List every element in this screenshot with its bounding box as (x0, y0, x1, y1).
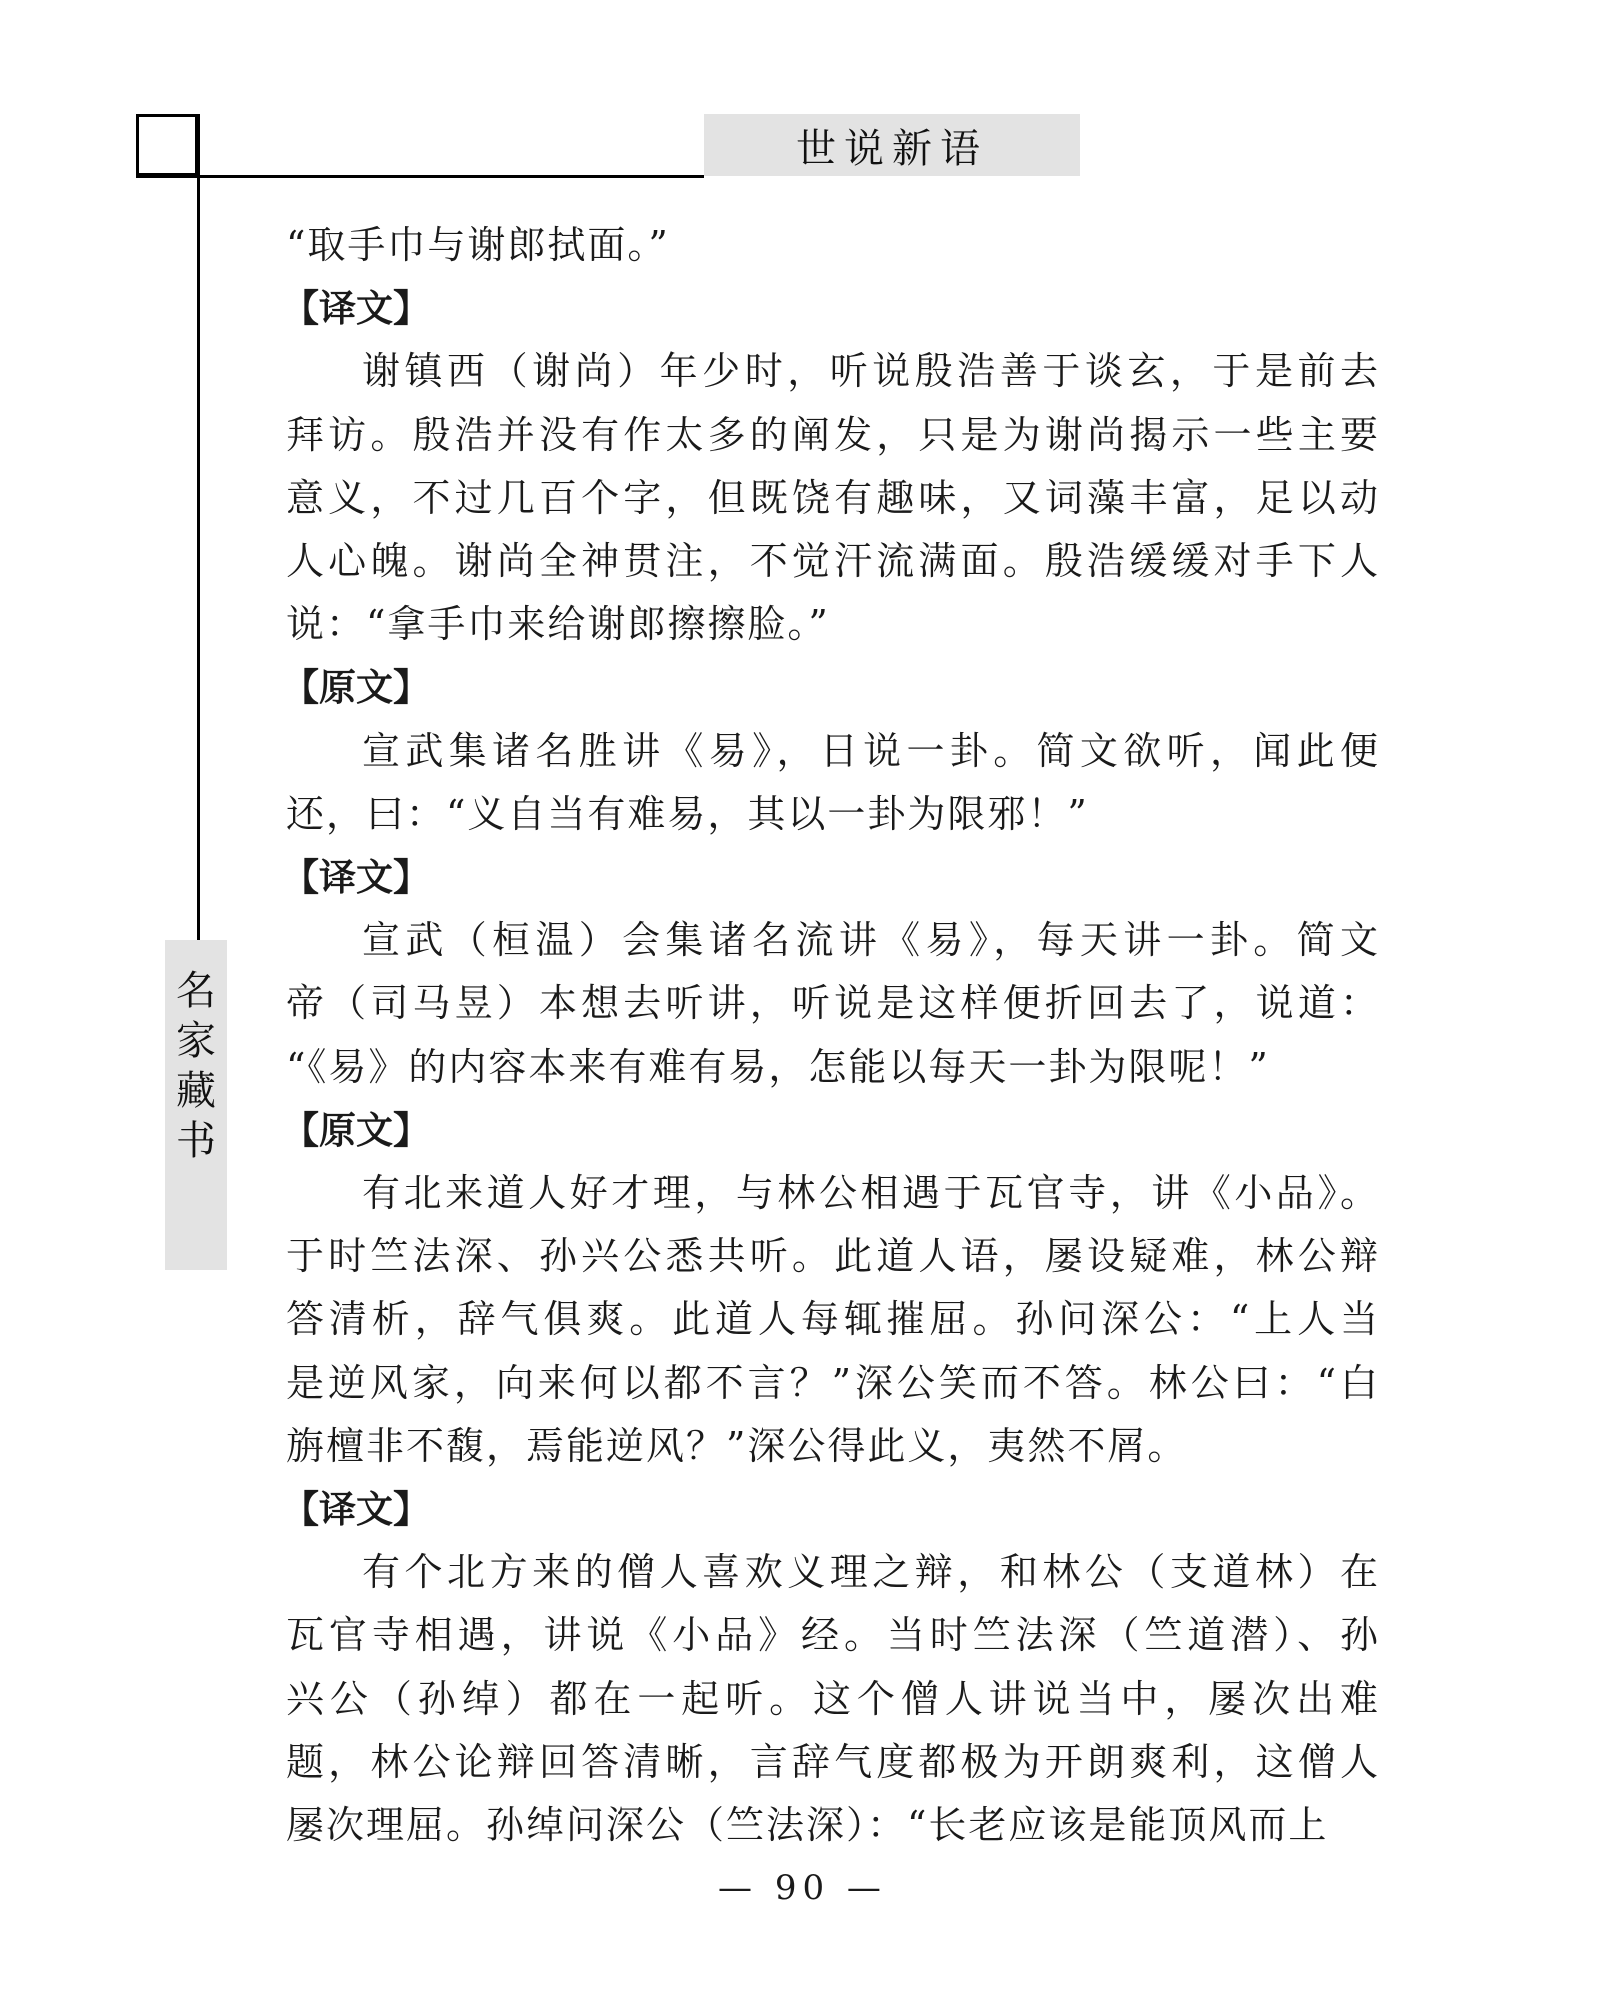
page-number: — 90 — (718, 1868, 887, 1908)
text-line: 还，曰：“义自当有难易，其以一卦为限邪！” (286, 791, 1089, 836)
section-heading: 【译文】 (282, 287, 430, 331)
text-line: 答清析，辞气俱爽。此道人每辄摧屈。孙问深公：“上人当 (286, 1297, 1380, 1342)
series-tab (165, 940, 227, 1270)
text-line: 人心魄。谢尚全神贯注，不觉汗流满面。殷浩缓缓对手下人 (286, 539, 1380, 584)
text-line: 有个北方来的僧人喜欢义理之辩，和林公（支道林）在 (362, 1550, 1380, 1595)
series-char: 家 (176, 1018, 216, 1064)
text-line: 题，林公论辩回答清晰，言辞气度都极为开朗爽利，这僧人 (286, 1739, 1380, 1784)
margin-rule (197, 114, 200, 944)
section-heading: 【原文】 (282, 666, 430, 710)
text-line: 说：“拿手巾来给谢郎擦擦脸。” (286, 602, 830, 647)
series-char: 名 (176, 968, 216, 1014)
text-line: 屡次理屈。孙绰问深公（竺法深）：“长老应该是能顶风而上 (286, 1803, 1329, 1848)
section-heading: 【译文】 (282, 856, 430, 900)
section-heading: 【译文】 (282, 1488, 430, 1532)
text-line: 兴公（孙绰）都在一起听。这个僧人讲说当中，屡次出难 (286, 1676, 1380, 1721)
text-line: 宣武集诸名胜讲《易》，日说一卦。简文欲听，闻此便 (362, 728, 1380, 773)
text-line: 于时竺法深、孙兴公悉共听。此道人语，屡设疑难，林公辩 (286, 1234, 1380, 1279)
text-line: “取手巾与谢郎拭面。” (286, 223, 670, 267)
text-line: 意义，不过几百个字，但既饶有趣味，又词藻丰富，足以动 (286, 475, 1380, 520)
text-line: 旃檀非不馥，焉能逆风？”深公得此义，夷然不屑。 (286, 1423, 1188, 1468)
text-line: 谢镇西（谢尚）年少时，听说殷浩善于谈玄，于是前去 (362, 349, 1380, 394)
header-corner-box (136, 114, 198, 176)
page-body (282, 214, 1380, 1857)
text-line: “《易》的内容本来有难有易，怎能以每天一卦为限呢！” (286, 1044, 1270, 1089)
series-char: 藏 (176, 1068, 216, 1114)
text-line: 瓦官寺相遇，讲说《小品》经。当时竺法深（竺道潜）、孙 (286, 1613, 1380, 1658)
section-heading: 【原文】 (282, 1108, 430, 1152)
series-char: 书 (176, 1118, 216, 1164)
text-line: 宣武（桓温）会集诸名流讲《易》，每天讲一卦。简文 (362, 918, 1380, 963)
header-rule (136, 175, 704, 178)
text-line: 帝（司马昱）本想去听讲，听说是这样便折回去了，说道： (286, 981, 1380, 1026)
text-line: 有北来道人好才理，与林公相遇于瓦官寺，讲《小品》。 (362, 1171, 1380, 1216)
book-title: 世说新语 (704, 114, 1080, 176)
text-line: 拜访。殷浩并没有作太多的阐发，只是为谢尚揭示一些主要 (286, 412, 1380, 457)
text-line: 是逆风家，向来何以都不言？”深公笑而不答。林公曰：“白 (286, 1360, 1380, 1405)
